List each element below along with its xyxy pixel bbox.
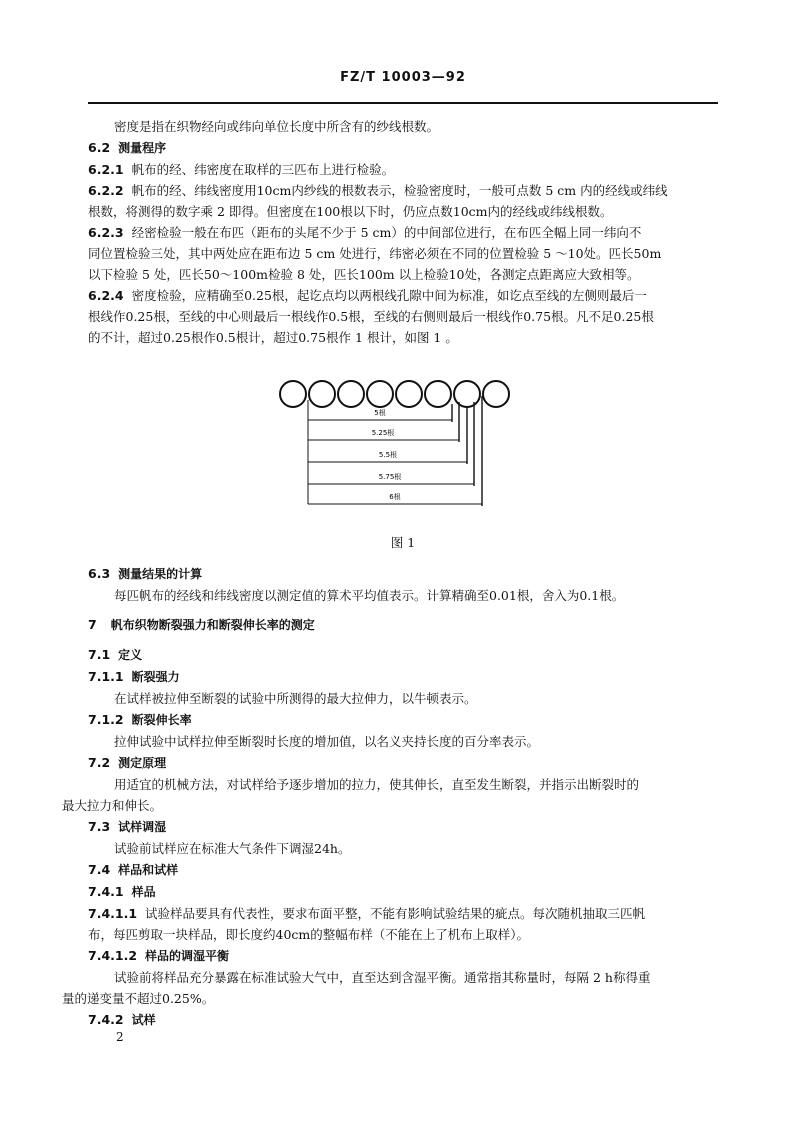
figure-1 [88, 348, 718, 563]
yarn-circle [396, 381, 422, 407]
heading-7-4-2: 7.4.2 试样 [88, 1012, 156, 1027]
clause-6-2-2: 6.2.2 帆布的经、纬线密度用10cm内纱线的根数表示，检验密度时，一般可点数 5 cm 内的经线或纬线 根数，将测得的数字乘 2 即得。但密度在100根以下时，仍应点数10cm内的经线或纬线根数。 [88, 183, 668, 219]
yarn-circle [483, 381, 509, 407]
heading-7-4-1: 7.4.1 样品 [88, 884, 156, 899]
heading-7-2: 7.2 测定原理 [88, 755, 167, 770]
yarn-circle [309, 381, 335, 407]
header-rule [88, 102, 718, 104]
measure-label-5-5: 5.5根 [378, 451, 398, 459]
clause-6-2-1: 6.2.1 帆布的经、纬密度在取样的三匹布上进行检验。 [88, 162, 395, 177]
yarn-circle [367, 381, 393, 407]
yarn-circle [338, 381, 364, 407]
clause-7-4-1-1: 7.4.1.1 试验样品要具有代表性，要求布面平整，不能有影响试验结果的疵点。每次随机抽取三匹帆 布，每匹剪取一块样品，即长度约40cm的整幅布样（不能在上了机布上取样）。 [88, 906, 646, 942]
paragraph-6-3: 每匹帆布的经线和纬线密度以测定值的算术平均值表示。计算精确至0.01根，舍入为0.1根。 [114, 588, 625, 603]
heading-7-1-2: 7.1.2 断裂伸长率 [88, 712, 192, 727]
heading-7-1: 7.1 定义 [88, 647, 143, 662]
yarn-circle [280, 381, 306, 407]
paragraph-7-1-2: 拉伸试验中试样拉伸至断裂时长度的增加值，以名义夹持长度的百分率表示。 [114, 734, 540, 749]
heading-6-3: 6.3 测量结果的计算 [88, 566, 203, 581]
measure-label-6: 6根 [389, 493, 401, 501]
document-header: FZ/T 10003—92 [340, 70, 466, 85]
measure-label-5-75: 5.75根 [378, 473, 402, 481]
measure-label-5-25: 5.25根 [371, 429, 395, 437]
paragraph-7-4-1-2: 试验前将样品充分暴露在标准试验大气中，直至达到含湿平衡。通常指其称量时，每隔 2 h称得重 量的递变量不超过0.25%。 [62, 970, 651, 1006]
page-number: 2 [116, 1030, 124, 1044]
heading-7-4: 7.4 样品和试样 [88, 862, 179, 877]
document-body [62, 116, 718, 1031]
yarn-circle [425, 381, 451, 407]
clause-6-2-3: 6.2.3 经密检验一般在布匹（距布的头尾不少于 5 cm）的中间部位进行，在布匹全幅上同一纬向不 同位置检验三处，其中两处应在距布边 5 cm 处进行，纬密必须在不同的位置检验 5 ～10处。匹长50m 以下检验 5 处，匹长50～100m检验 8 处，匹长100m 以上检验10处，各测定点距离应大致相等。 [88, 225, 662, 282]
yarn-circle [454, 381, 480, 407]
heading-7-3: 7.3 试样调湿 [88, 819, 167, 834]
figure-caption: 图 1 [390, 535, 416, 550]
paragraph-7-3: 试验前试样应在标准大气条件下调湿24h。 [114, 841, 351, 856]
paragraph-7-1-1: 在试样被拉伸至断裂的试验中所测得的最大拉伸力，以牛顿表示。 [114, 691, 477, 706]
paragraph-7-2: 用适宜的机械方法，对试样给予逐步增加的拉力，使其伸长，直至发生断裂，并指示出断裂时的 最大拉力和伸长。 [62, 777, 640, 813]
figure-1-diagram [278, 376, 518, 516]
heading-7-1-1: 7.1.1 断裂强力 [88, 669, 180, 684]
paragraph-density-definition: 密度是指在织物经向或纬向单位长度中所含有的纱线根数。 [114, 119, 440, 134]
heading-7: 7 帆布织物断裂强力和断裂伸长率的测定 [88, 617, 315, 632]
heading-7-4-1-2: 7.4.1.2 样品的调湿平衡 [88, 948, 230, 963]
heading-6-2: 6.2 测量程序 [88, 140, 167, 155]
measure-label-5: 5根 [374, 409, 386, 417]
clause-6-2-4: 6.2.4 密度检验，应精确至0.25根，起讫点均以两根线孔隙中间为标准，如讫点至线的左侧则最后一 根线作0.25根，至线的中心则最后一根线作0.5根，至线的右侧则最后一根线作0.75根。凡不足0.25根 的不计，超过0.25根作0.5根计，超过0.75根作 1 根计，如图 1 。 [88, 288, 654, 345]
